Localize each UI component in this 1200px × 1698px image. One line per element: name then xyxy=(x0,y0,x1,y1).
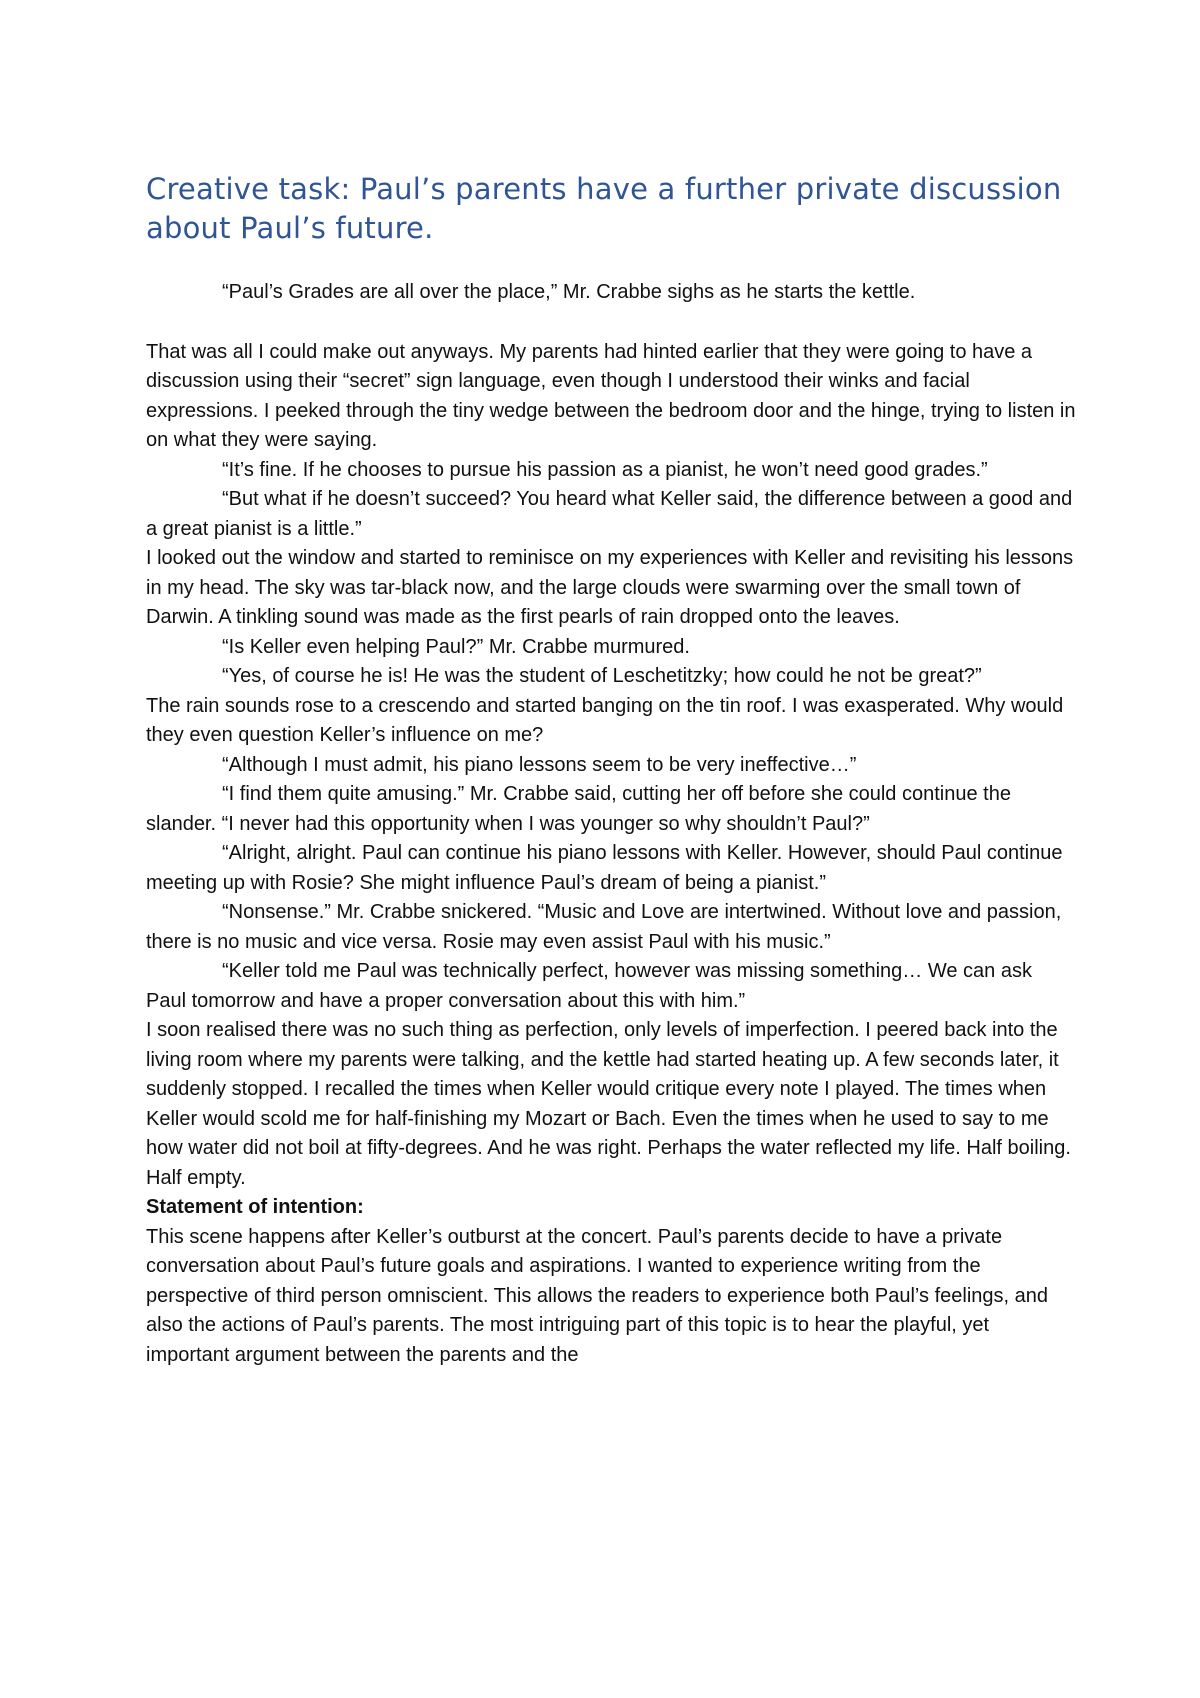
paragraph-dialogue: “I find them quite amusing.” Mr. Crabbe said, cutting her off before she could continue the slander. “I never had this opportunity when I was younger so why shouldn’t Paul?” xyxy=(146,783,1011,835)
paragraph-dialogue: “Yes, of course he is! He was the student of Leschetitzky; how could he not be great?” xyxy=(222,665,982,687)
statement-text: This scene happens after Keller’s outburst at the concert. Paul’s parents decide to have a private conversation about Paul’s future goals and aspirations. I wanted to experience writing from the perspective of third person omniscient. This allows the readers to experience both Paul’s feelings, and also the actions of Paul’s parents. The most intriguing part of this topic is to hear the playful, yet important argument between the parents and the xyxy=(146,1225,1048,1366)
paragraph-narration: The rain sounds rose to a crescendo and started banging on the tin roof. I was exasperated. Why would they even question Keller’s influence on me? xyxy=(146,694,1064,746)
paragraph-dialogue: “Is Keller even helping Paul?” Mr. Crabbe murmured. xyxy=(222,635,690,658)
paragraph-dialogue: “Nonsense.” Mr. Crabbe snickered. “Music and Love are intertwined. Without love and passion, there is no music and vice versa. Rosie may even assist Paul with his music.” xyxy=(146,901,1062,953)
document-title: Creative task: Paul’s parents have a further private discussion about Paul’s future. xyxy=(146,172,1062,245)
paragraph-dialogue: “It’s fine. If he chooses to pursue his passion as a pianist, he won’t need good grades.” xyxy=(222,458,988,481)
paragraph-narration: I looked out the window and started to reminisce on my experiences with Keller and revisiting his lessons in my head. The sky was tar-black now, and the large clouds were swarming over the small town of Darwin. A tinkling sound was made as the first pearls of rain dropped onto the leaves. xyxy=(146,547,1074,628)
paragraph-narration: I soon realised there was no such thing as perfection, only levels of imperfection. I peered back into the living room where my parents were talking, and the kettle had started heating up. A few seconds later, it suddenly stopped. I recalled the times when Keller would critique every note I played. The times when Keller would scold me for half-finishing my Mozart or Bach. Even the times when he used to say to me how water did not boil at fifty-degrees. And he was right. Perhaps the water reflected my life. Half boiling. Half empty. xyxy=(146,1019,1071,1189)
paragraph-dialogue: “Keller told me Paul was technically perfect, however was missing something… We can ask Paul tomorrow and have a proper conversation about this with him.” xyxy=(146,960,1032,1012)
paragraph-dialogue: “But what if he doesn’t succeed? You heard what Keller said, the difference between a good and a great pianist is a little.” xyxy=(146,488,1073,540)
document-body xyxy=(146,170,1076,1370)
paragraph-opening-dialogue: “Paul’s Grades are all over the place,” Mr. Crabbe sighs as he starts the kettle. xyxy=(222,281,916,303)
paragraph-narration: That was all I could make out anyways. My parents had hinted earlier that they were going to have a discussion using their “secret” sign language, even though I understood their winks and facial expressions. I peeked through the tiny wedge between the bedroom door and the hinge, trying to listen in on what they were saying. xyxy=(146,340,1076,451)
statement-heading: Statement of intention: xyxy=(146,1196,364,1218)
paragraph-dialogue: “Although I must admit, his piano lessons seem to be very ineffective…” xyxy=(222,753,857,776)
paragraph-dialogue: “Alright, alright. Paul can continue his piano lessons with Keller. However, should Paul continue meeting up with Rosie? She might influence Paul’s dream of being a pianist.” xyxy=(146,842,1063,894)
